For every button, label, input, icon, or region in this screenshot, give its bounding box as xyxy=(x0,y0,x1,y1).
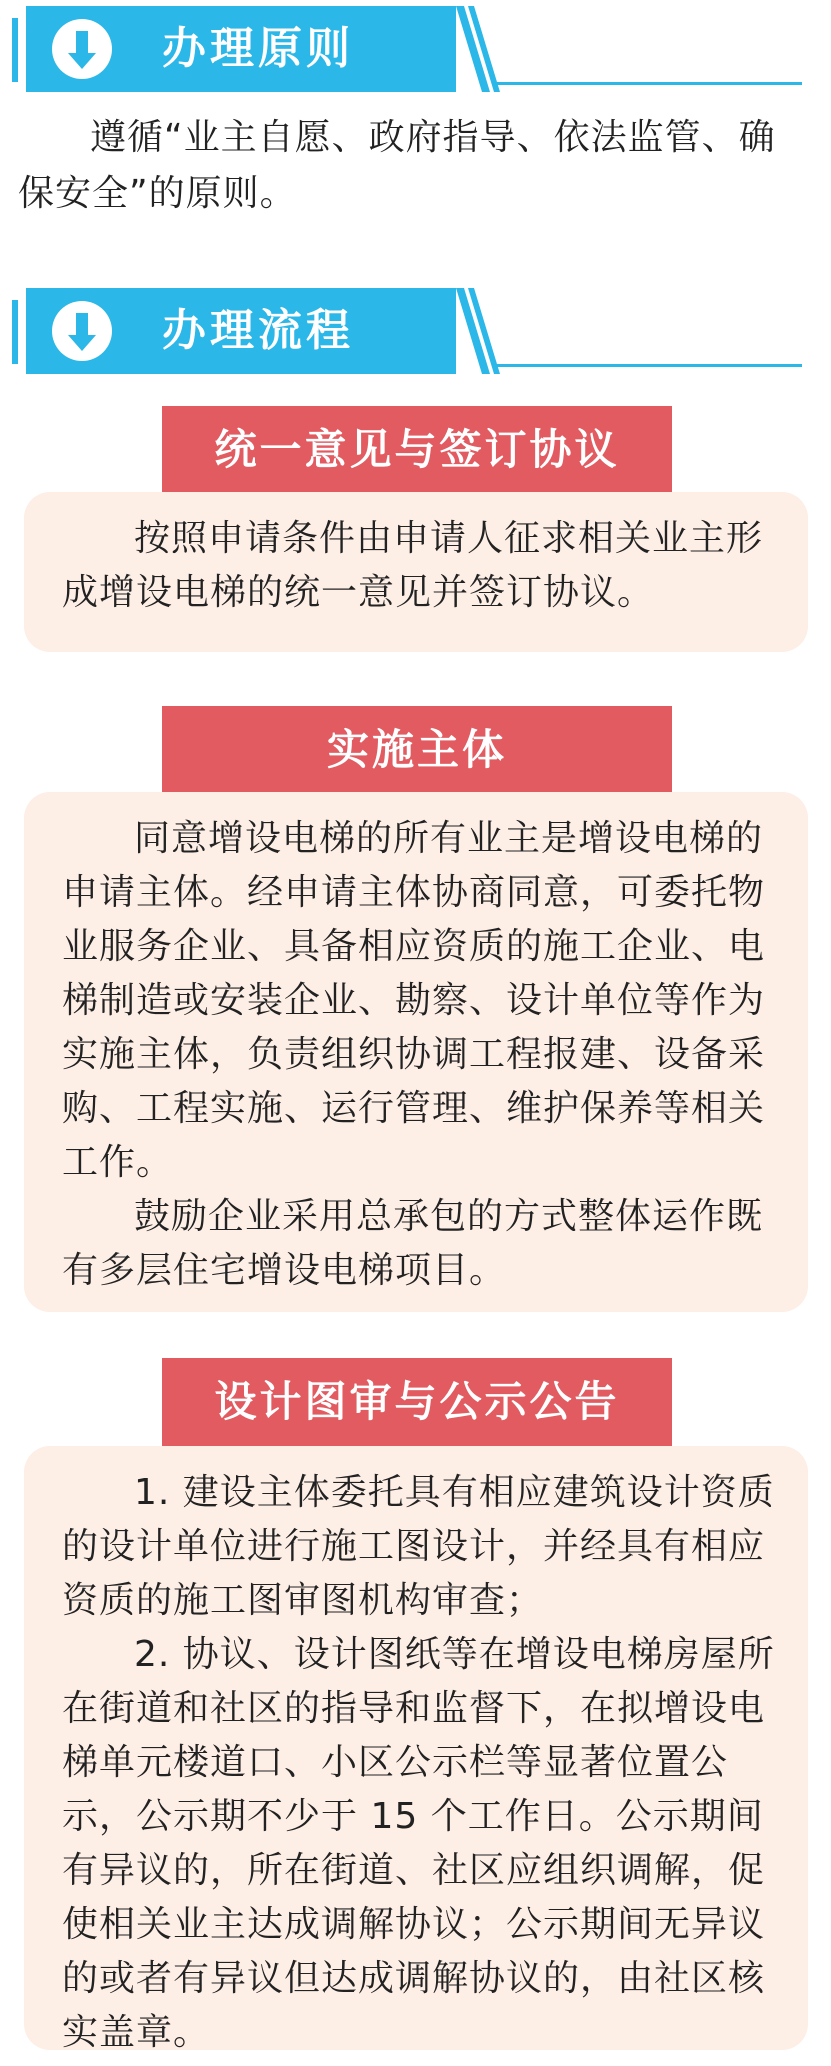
principle-text: 遵循“业主自愿、政府指导、依法监管、确保安全”的原则。 xyxy=(18,117,776,214)
section-header-principle xyxy=(12,6,802,92)
banner-stripes xyxy=(456,288,502,374)
step-paragraph: 鼓励企业采用总承包的方式整体运作既有多层住宅增设电梯项目。 xyxy=(62,1196,764,1291)
step-title-design-review: 设计图审与公示公告 xyxy=(162,1358,672,1446)
banner-stripes xyxy=(456,6,502,92)
banner-accent-bar xyxy=(12,300,18,364)
section-header-process xyxy=(12,288,802,374)
banner-accent-bar xyxy=(12,18,18,82)
banner-underline xyxy=(492,82,802,85)
step-paragraph: 1. 建设主体委托具有相应建筑设计资质的设计单位进行施工图设计，并经具有相应资质的施工图审图机构审查； xyxy=(62,1472,775,1621)
step-title-agreement: 统一意见与签订协议 xyxy=(162,406,672,494)
step-paragraph: 2. 协议、设计图纸等在增设电梯房屋所在街道和社区的指导和监督下，在拟增设电梯单元楼道口、小区公示栏等显著位置公示，公示期不少于 15 个工作日。公示期间有异议的，所在街道、社区应组织调解，促使相关业主达成调解协议；公示期间无异议的或者有异议但达成调解协议的，由社区核实盖章。 xyxy=(62,1634,775,2053)
step-paragraph: 同意增设电梯的所有业主是增设电梯的申请主体。经申请主体协商同意，可委托物业服务企业、具备相应资质的施工企业、电梯制造或安装企业、勘察、设计单位等作为实施主体，负责组织协调工程报建、设备采购、工程实施、运行管理、维护保养等相关工作。 xyxy=(62,818,766,1183)
step-card-design-review xyxy=(24,1446,808,2053)
step-card-implementer xyxy=(24,792,808,1312)
section-title: 办理原则 xyxy=(162,23,354,74)
down-arrow-icon xyxy=(52,301,112,361)
step-paragraph: 按照申请条件由申请人征求相关业主形成增设电梯的统一意见并签订协议。 xyxy=(62,518,764,613)
section-title: 办理流程 xyxy=(162,305,354,356)
down-arrow-icon xyxy=(52,19,112,79)
step-title-implementer: 实施主体 xyxy=(162,706,672,794)
banner-underline xyxy=(492,364,802,367)
step-card-agreement xyxy=(24,492,808,652)
